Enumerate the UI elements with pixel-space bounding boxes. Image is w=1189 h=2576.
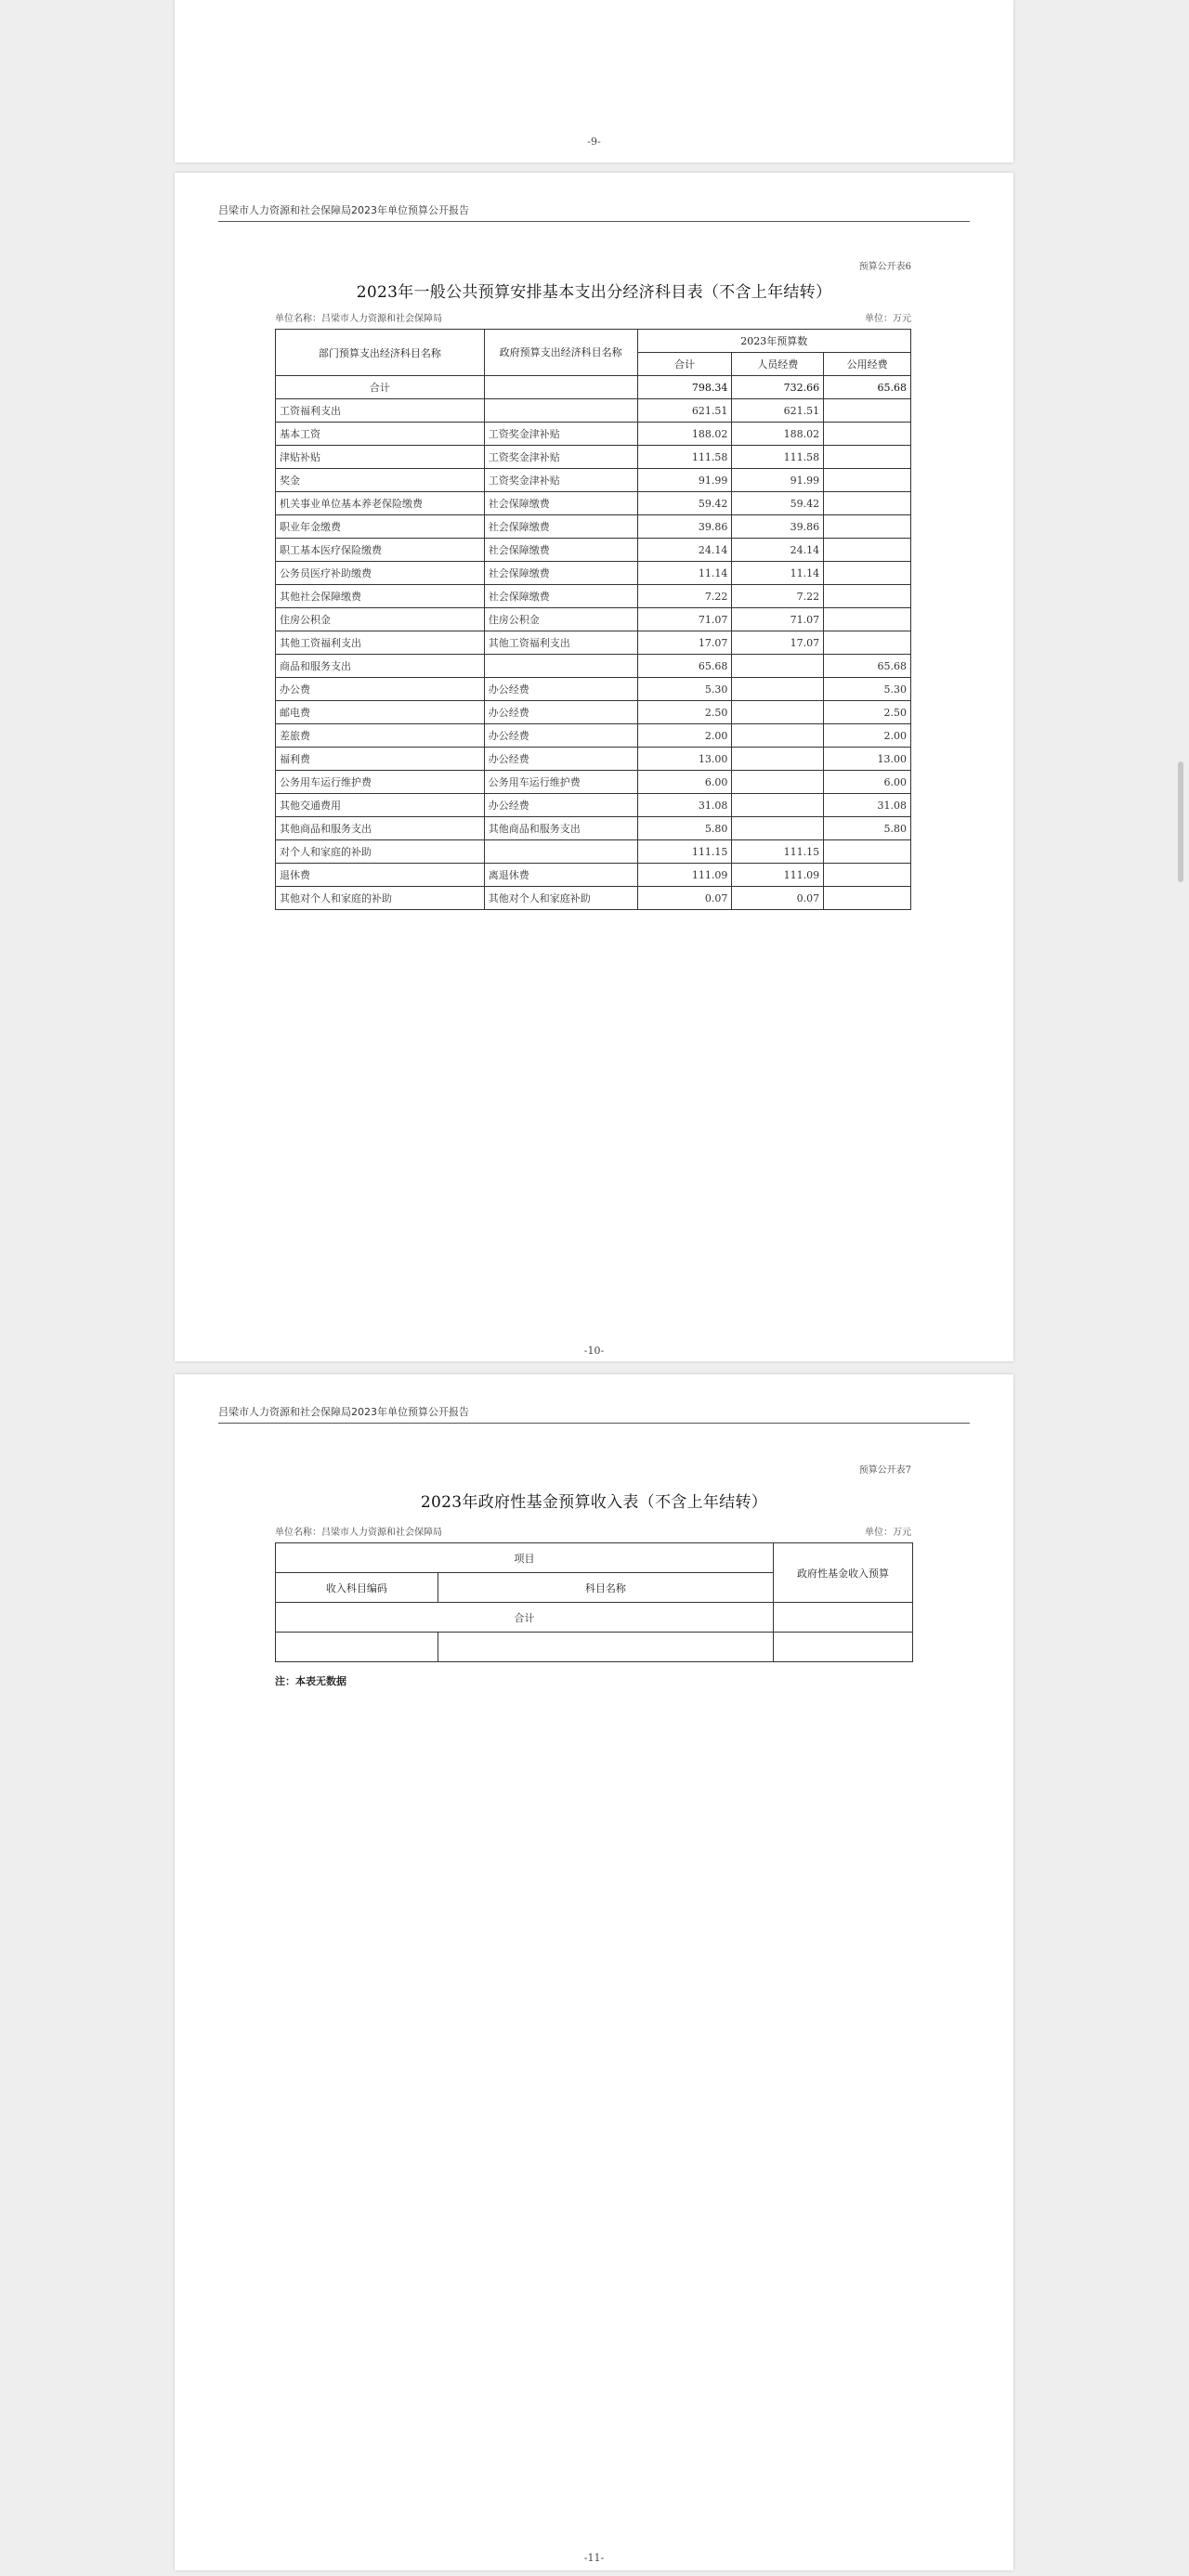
personnel-cell: 59.42 (732, 492, 824, 515)
public-cell (824, 608, 911, 631)
public-cell (824, 631, 911, 655)
scrollbar-thumb[interactable] (1178, 761, 1183, 882)
gov-cell: 办公经费 (484, 701, 637, 724)
total-public: 65.68 (824, 376, 911, 399)
dept-cell: 退休费 (276, 864, 485, 887)
personnel-cell: 111.09 (732, 864, 824, 887)
running-header: 吕梁市人力资源和社会保障局2023年单位预算公开报告 (218, 202, 970, 222)
total-cell: 0.07 (637, 887, 732, 910)
public-cell: 6.00 (824, 771, 911, 794)
gov-cell (484, 399, 637, 423)
public-cell (824, 864, 911, 887)
page-10 (175, 173, 1013, 1361)
table-note: 注：本表无数据 (275, 1675, 346, 1687)
table-row (276, 864, 911, 887)
table-row (276, 655, 911, 678)
total-cell: 2.50 (637, 701, 732, 724)
personnel-cell: 111.58 (732, 446, 824, 469)
total-cell: 5.30 (637, 678, 732, 701)
personnel-cell (732, 678, 824, 701)
dept-cell: 办公费 (276, 678, 485, 701)
gov-cell: 工资奖金津补贴 (484, 423, 637, 446)
public-cell (824, 562, 911, 585)
table-row (276, 562, 911, 585)
gov-cell: 办公经费 (484, 794, 637, 817)
dept-cell: 其他对个人和家庭的补助 (276, 887, 485, 910)
table-row (276, 887, 911, 910)
col-header-item: 项目 (276, 1543, 774, 1573)
col-header-name: 科目名称 (438, 1573, 773, 1603)
page-number: -9- (587, 136, 601, 148)
table-row (276, 515, 911, 539)
table-row (276, 469, 911, 492)
personnel-cell: 111.15 (732, 840, 824, 864)
personnel-cell (732, 817, 824, 840)
dept-cell: 津贴补贴 (276, 446, 485, 469)
table-row (276, 492, 911, 515)
public-cell: 2.50 (824, 701, 911, 724)
total-cell: 24.14 (637, 539, 732, 562)
table-row (276, 840, 911, 864)
total-cell: 65.68 (637, 655, 732, 678)
total-cell: 2.00 (637, 724, 732, 748)
col-header-gov-item: 政府预算支出经济科目名称 (484, 330, 637, 376)
gov-cell: 其他商品和服务支出 (484, 817, 637, 840)
public-cell (824, 840, 911, 864)
total-cell: 39.86 (637, 515, 732, 539)
col-header-budget: 政府性基金收入预算 (774, 1543, 913, 1603)
dept-cell: 福利费 (276, 748, 485, 771)
gov-cell: 离退休费 (484, 864, 637, 887)
total-cell: 91.99 (637, 469, 732, 492)
table-row (276, 748, 911, 771)
table-title: 2023年政府性基金预算收入表（不含上年结转） (420, 1493, 768, 1512)
personnel-cell: 71.07 (732, 608, 824, 631)
table-code: 预算公开表7 (858, 1465, 911, 1476)
total-cell: 71.07 (637, 608, 732, 631)
gov-cell: 住房公积金 (484, 608, 637, 631)
table-row (276, 724, 911, 748)
personnel-cell (732, 701, 824, 724)
gov-cell: 社会保障缴费 (484, 562, 637, 585)
public-cell (824, 585, 911, 608)
dept-cell: 机关事业单位基本养老保险缴费 (276, 492, 485, 515)
personnel-cell (732, 771, 824, 794)
total-cell: 11.14 (637, 562, 732, 585)
dept-cell: 职工基本医疗保险缴费 (276, 539, 485, 562)
total-cell: 31.08 (637, 794, 732, 817)
public-cell: 5.30 (824, 678, 911, 701)
dept-cell: 邮电费 (276, 701, 485, 724)
gov-cell: 工资奖金津补贴 (484, 469, 637, 492)
public-cell (824, 515, 911, 539)
total-cell: 5.80 (637, 817, 732, 840)
dept-cell: 其他交通费用 (276, 794, 485, 817)
personnel-cell: 17.07 (732, 631, 824, 655)
table-row (276, 608, 911, 631)
table-row (276, 678, 911, 701)
total-cell: 6.00 (637, 771, 732, 794)
dept-cell: 公务用车运行维护费 (276, 771, 485, 794)
gov-cell: 社会保障缴费 (484, 492, 637, 515)
public-cell (824, 887, 911, 910)
table-title: 2023年一般公共预算安排基本支出分经济科目表（不含上年结转） (356, 283, 832, 302)
dept-cell: 差旅费 (276, 724, 485, 748)
total-cell: 188.02 (637, 423, 732, 446)
dept-cell: 奖金 (276, 469, 485, 492)
expenditure-table-body (276, 376, 911, 910)
personnel-cell: 11.14 (732, 562, 824, 585)
dept-cell: 其他工资福利支出 (276, 631, 485, 655)
empty-name-cell (438, 1633, 773, 1662)
gov-cell: 社会保障缴费 (484, 539, 637, 562)
fund-revenue-table (275, 1542, 913, 1662)
currency-unit: 单位：万元 (865, 314, 911, 324)
total-label: 合计 (276, 376, 485, 399)
gov-cell: 办公经费 (484, 748, 637, 771)
expenditure-table (275, 329, 911, 910)
public-cell: 13.00 (824, 748, 911, 771)
personnel-cell: 91.99 (732, 469, 824, 492)
currency-unit: 单位：万元 (865, 1528, 911, 1538)
gov-cell (484, 655, 637, 678)
total-value (774, 1603, 913, 1633)
empty-code-cell (276, 1633, 438, 1662)
personnel-cell (732, 655, 824, 678)
total-label: 合计 (276, 1603, 774, 1633)
public-cell: 31.08 (824, 794, 911, 817)
gov-cell: 公务用车运行维护费 (484, 771, 637, 794)
table-row (276, 585, 911, 608)
public-cell (824, 492, 911, 515)
dept-cell: 工资福利支出 (276, 399, 485, 423)
total-value: 798.34 (637, 376, 732, 399)
gov-cell: 社会保障缴费 (484, 585, 637, 608)
total-cell: 7.22 (637, 585, 732, 608)
total-row (276, 376, 911, 399)
gov-cell: 其他对个人和家庭补助 (484, 887, 637, 910)
public-cell (824, 423, 911, 446)
table-row (276, 817, 911, 840)
personnel-cell: 188.02 (732, 423, 824, 446)
total-gov (484, 376, 637, 399)
table-code: 预算公开表6 (858, 262, 911, 272)
gov-cell: 工资奖金津补贴 (484, 446, 637, 469)
table-row (276, 631, 911, 655)
empty-budget-cell (774, 1633, 913, 1662)
unit-name: 单位名称：吕梁市人力资源和社会保障局 (275, 314, 442, 324)
dept-cell: 其他社会保障缴费 (276, 585, 485, 608)
dept-cell: 住房公积金 (276, 608, 485, 631)
personnel-cell (732, 748, 824, 771)
unit-name: 单位名称：吕梁市人力资源和社会保障局 (275, 1528, 442, 1538)
running-header: 吕梁市人力资源和社会保障局2023年单位预算公开报告 (218, 1404, 970, 1424)
total-cell: 111.58 (637, 446, 732, 469)
total-cell: 111.15 (637, 840, 732, 864)
gov-cell: 办公经费 (484, 724, 637, 748)
table-row (276, 794, 911, 817)
public-cell (824, 399, 911, 423)
gov-cell: 社会保障缴费 (484, 515, 637, 539)
public-cell (824, 539, 911, 562)
col-header-public: 公用经费 (824, 353, 911, 376)
personnel-cell (732, 724, 824, 748)
page-9 (175, 0, 1013, 163)
col-header-total: 合计 (637, 353, 732, 376)
col-header-code: 收入科目编码 (276, 1573, 438, 1603)
total-cell: 621.51 (637, 399, 732, 423)
public-cell (824, 469, 911, 492)
meta-line (275, 310, 911, 324)
public-cell: 5.80 (824, 817, 911, 840)
col-header-personnel: 人员经费 (732, 353, 824, 376)
meta-line (275, 1524, 911, 1538)
total-personnel: 732.66 (732, 376, 824, 399)
table-row (276, 771, 911, 794)
table-row (276, 701, 911, 724)
col-header-dept-item: 部门预算支出经济科目名称 (276, 330, 485, 376)
personnel-cell: 7.22 (732, 585, 824, 608)
dept-cell: 职业年金缴费 (276, 515, 485, 539)
dept-cell: 对个人和家庭的补助 (276, 840, 485, 864)
dept-cell: 其他商品和服务支出 (276, 817, 485, 840)
personnel-cell (732, 794, 824, 817)
public-cell: 2.00 (824, 724, 911, 748)
total-cell: 13.00 (637, 748, 732, 771)
public-cell: 65.68 (824, 655, 911, 678)
personnel-cell: 39.86 (732, 515, 824, 539)
col-header-budget-group: 2023年预算数 (637, 330, 910, 353)
personnel-cell: 24.14 (732, 539, 824, 562)
gov-cell: 其他工资福利支出 (484, 631, 637, 655)
table-row (276, 446, 911, 469)
public-cell (824, 446, 911, 469)
dept-cell: 公务员医疗补助缴费 (276, 562, 485, 585)
page-11 (175, 1374, 1013, 2570)
page-number: -11- (583, 2552, 605, 2564)
table-row (276, 423, 911, 446)
total-cell: 111.09 (637, 864, 732, 887)
table-row (276, 399, 911, 423)
gov-cell (484, 840, 637, 864)
dept-cell: 基本工资 (276, 423, 485, 446)
gov-cell: 办公经费 (484, 678, 637, 701)
table-row (276, 539, 911, 562)
personnel-cell: 621.51 (732, 399, 824, 423)
personnel-cell: 0.07 (732, 887, 824, 910)
page-number: -10- (583, 1345, 605, 1357)
total-cell: 17.07 (637, 631, 732, 655)
total-cell: 59.42 (637, 492, 732, 515)
dept-cell: 商品和服务支出 (276, 655, 485, 678)
